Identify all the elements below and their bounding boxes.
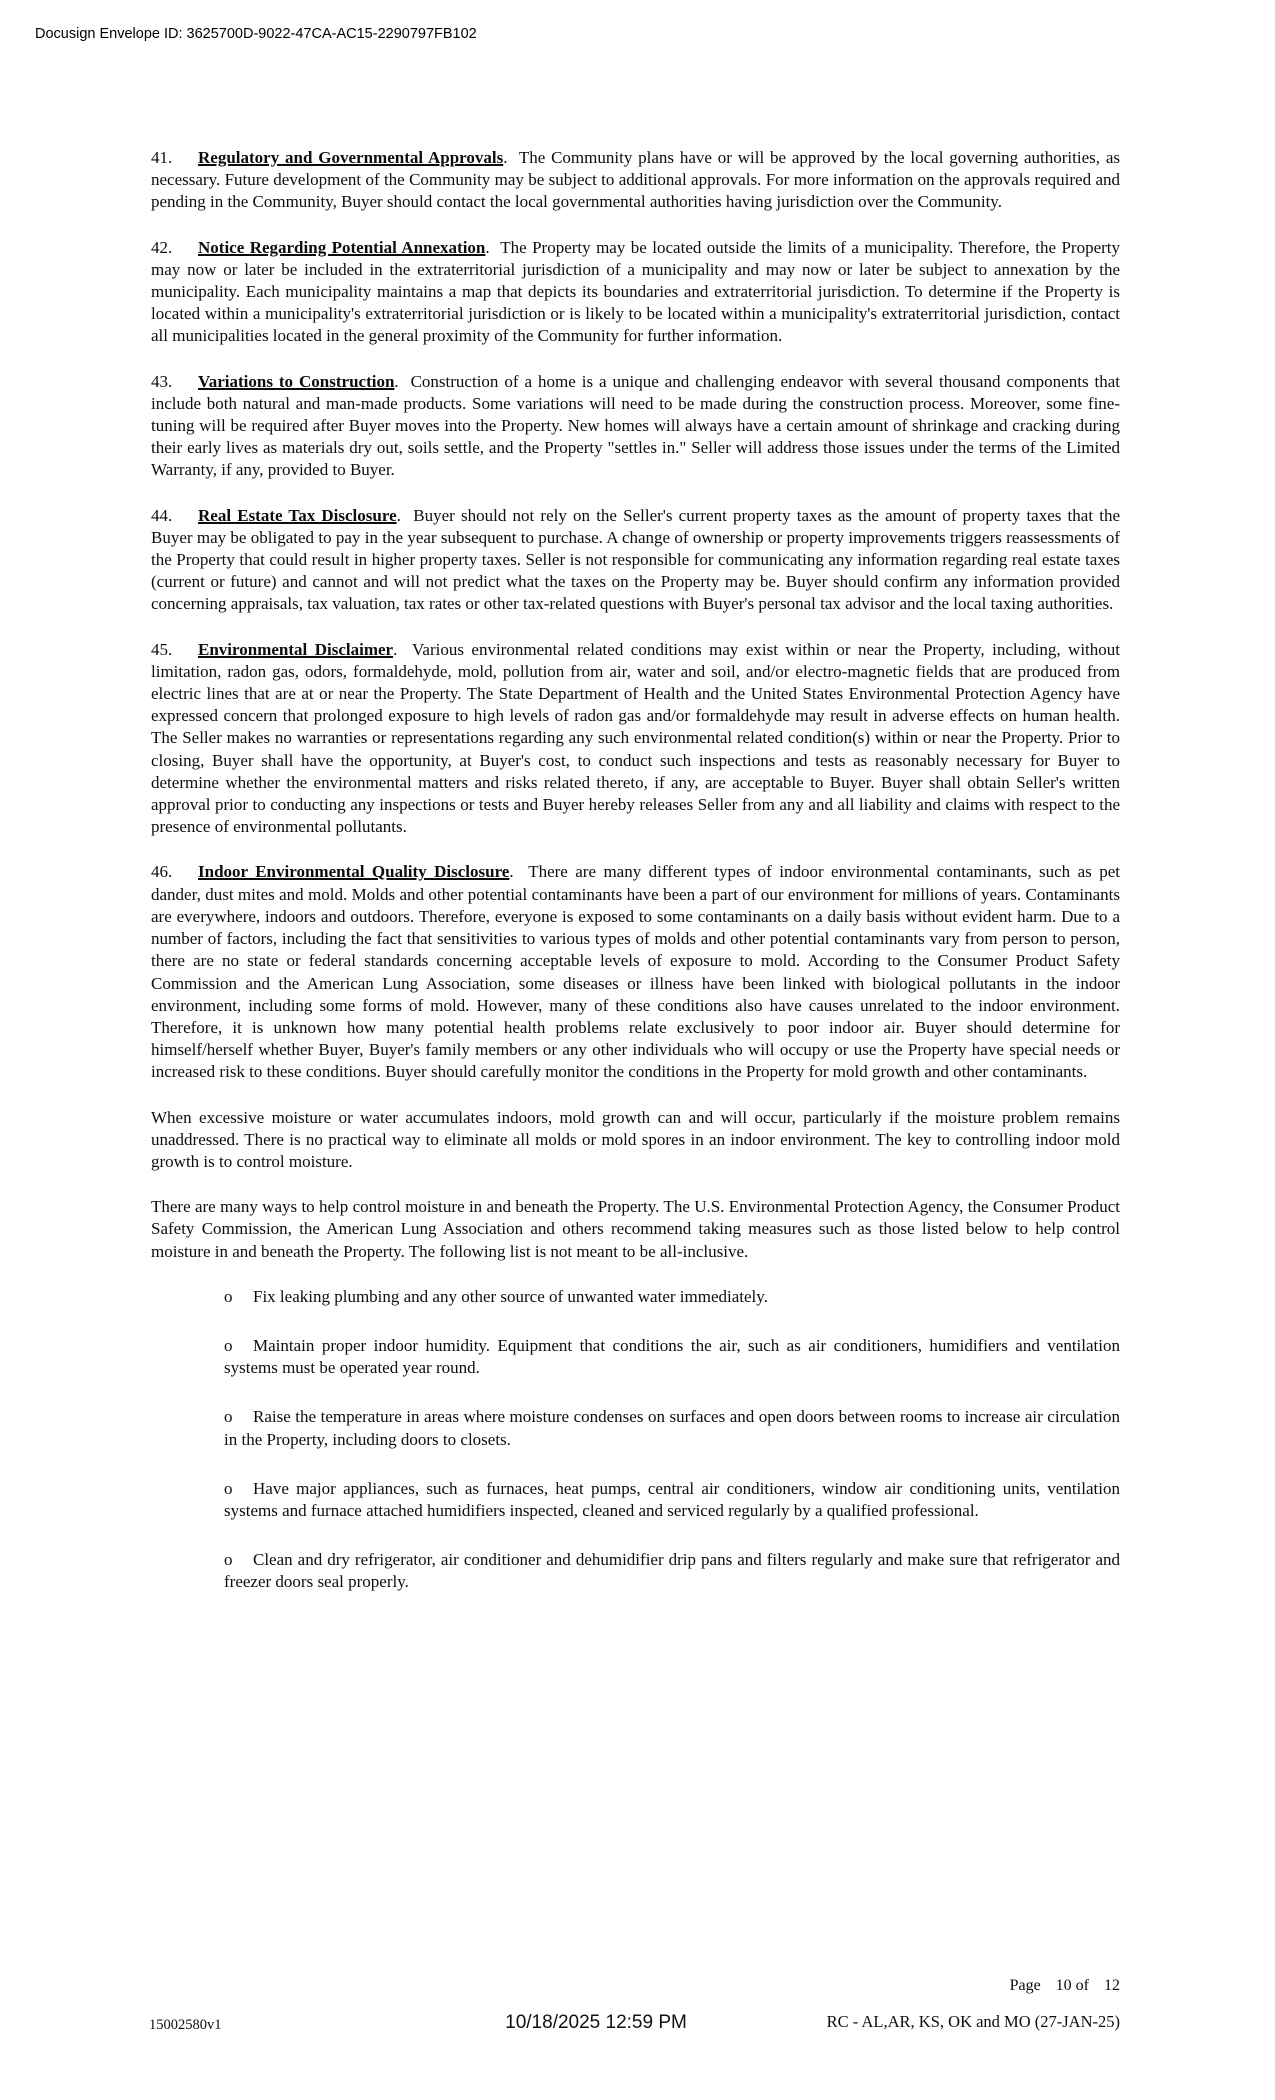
section-44-title-punct: . <box>396 505 401 525</box>
section-44 <box>151 505 1120 616</box>
section-41-title: Regulatory and Governmental Approvals <box>198 148 504 167</box>
section-46-number: 46. <box>151 862 173 882</box>
bullet-item-indoor-humidity <box>224 1335 1120 1379</box>
section-41-title-punct: . <box>503 148 508 167</box>
footer-datetime-stamp: 10/18/2025 12:59 PM <box>505 2012 687 2033</box>
bullet-text: Raise the temperature in areas where moisture condenses on surfaces and open doors between rooms to increase air circulation in the Property, including doors to closets. <box>224 1407 1120 1449</box>
moisture-control-paragraph: There are many ways to help control moisture in and beneath the Property. The U.S. Environmental Protection Agency, the Consumer Product Safety Commission, the American Lung Association and others recommend taking measures such as those listed below to help control moisture in and beneath the Property. The following list is not meant to be all-inclusive. <box>151 1197 1120 1261</box>
footer-form-code: RC - AL,AR, KS, OK and MO (27-JAN-25) <box>826 2012 1120 2031</box>
section-42-text: The Property may be located outside the limits of a municipality. Therefore, the Property may now or later be included in the extraterritorial jurisdiction of a municipality and may now or later be subject to annexation by the municipality. Each municipality maintains a map that depicts its boundaries and extraterritorial jurisdiction. To determine if the Property is located within a municipality's extraterritorial jurisdiction or is likely to be located within a municipality's extraterritorial jurisdiction, contact all municipalities located in the general proximity of the Community for further information. <box>151 237 1120 346</box>
section-46-title-punct: . <box>509 862 514 882</box>
bullet-item-fix-plumbing <box>224 1286 1120 1308</box>
bullet-marker: o <box>224 1407 233 1427</box>
page-current: 10 <box>1055 1977 1072 1994</box>
section-45-text: Various environmental related conditions may exist within or near the Property, including, without limitation, radon gas, odors, formaldehyde, mold, pollution from air, water and soil, and/or electro-magnetic fields that are produced from electric lines that are at or near the Property. The State Department of Health and the United States Environmental Protection Agency have expressed concern that prolonged exposure to high levels of radon gas and/or formaldehyde may result in adverse effects on human health. The Seller makes no warranties or representations regarding any such environmental related condition(s) within or near the Property. Prior to closing, Buyer shall have the opportunity, at Buyer's cost, to conduct such inspections and tests as reasonably necessary for Buyer to determine whether the environmental matters and risks related thereto, if any, are acceptable to Buyer. Buyer shall obtain Seller's written approval prior to conducting any inspections or tests and Buyer hereby releases Seller from any and all liability and claims with respect to the presence of environmental pollutants. <box>151 639 1120 837</box>
section-45-title-punct: . <box>393 639 398 659</box>
bullet-item-clean-drip-pans <box>224 1549 1120 1593</box>
section-46-title: Indoor Environmental Quality Disclosure <box>198 862 510 882</box>
bullet-text: Have major appliances, such as furnaces, heat pumps, central air conditioners, window air conditioning units, ventilation systems and furnace attached humidifiers inspected, cleaned and serviced regularly by a qualified professional. <box>224 1478 1120 1520</box>
section-43-title: Variations to Construction <box>198 371 395 391</box>
moisture-paragraph: When excessive moisture or water accumulates indoors, mold growth can and will occur, particularly if the moisture problem remains unaddressed. There is no practical way to eliminate all molds or mold spores in an indoor environment. The key to controlling indoor mold growth is to control moisture. <box>151 1107 1120 1171</box>
section-42-number: 42. <box>151 237 173 257</box>
page-indicator <box>1010 1977 1120 1995</box>
section-44-number: 44. <box>151 505 173 525</box>
section-45-title: Environmental Disclaimer <box>198 639 394 659</box>
section-41-text: The Community plans have or will be approved by the local governing authorities, as necessary. Future development of the Community may be subject to additional approvals. For more information on the approvals required and pending in the Community, Buyer should contact the local governmental authorities having jurisdiction over the Community. <box>151 148 1120 212</box>
section-43 <box>151 371 1120 482</box>
section-45 <box>151 639 1120 839</box>
bullet-marker: o <box>224 1286 233 1306</box>
page-label: Page <box>1009 1977 1041 1994</box>
page-of-label: of <box>1075 1977 1089 1994</box>
section-42-title: Notice Regarding Potential Annexation <box>198 237 486 257</box>
section-44-title: Real Estate Tax Disclosure <box>198 505 397 525</box>
bullet-text: Fix leaking plumbing and any other source of unwanted water immediately. <box>253 1286 768 1306</box>
bullet-marker: o <box>224 1478 233 1498</box>
section-43-title-punct: . <box>394 371 399 391</box>
section-46-text: There are many different types of indoor environmental contaminants, such as pet dander, dust mites and mold. Molds and other potential contaminants have been a part of our environment for millions of years. Contaminants are everywhere, indoors and outdoors. Therefore, everyone is exposed to some contaminants on a daily basis without evident harm. Due to a number of factors, including the fact that sensitivities to various types of molds and other potential contaminants vary from person to person, there are no state or federal standards concerning acceptable levels of exposure to mold. According to the Consumer Product Safety Commission and the American Lung Association, some diseases or illness have been linked with biological pollutants in the indoor environment, including some forms of mold. However, many of these conditions also have causes unrelated to the indoor environment. Therefore, it is unknown how many potential health problems relate exclusively to poor indoor air. Buyer should determine for himself/herself whether Buyer, Buyer's family members or any other individuals who will occupy or use the Property have special needs or increased risk to these conditions. Buyer should carefully monitor the conditions in the Property for mold growth and other contaminants. <box>151 862 1120 1082</box>
page-total: 12 <box>1104 1977 1120 1994</box>
document-body <box>151 147 1120 1621</box>
bullet-marker: o <box>224 1335 233 1355</box>
section-41 <box>151 147 1120 214</box>
section-46 <box>151 861 1120 1083</box>
section-42 <box>151 237 1120 348</box>
section-45-number: 45. <box>151 639 173 659</box>
bullet-item-major-appliances <box>224 1478 1120 1522</box>
section-42-title-punct: . <box>485 237 490 257</box>
section-43-number: 43. <box>151 371 173 391</box>
bullet-text: Maintain proper indoor humidity. Equipment that conditions the air, such as air conditioners, humidifiers and ventilation systems must be operated year round. <box>224 1335 1120 1378</box>
footer-doc-number: 15002580v1 <box>149 2017 222 2033</box>
bullet-marker: o <box>224 1550 233 1570</box>
bullet-item-raise-temperature <box>224 1406 1120 1450</box>
bullet-text: Clean and dry refrigerator, air conditioner and dehumidifier drip pans and filters regularly and make sure that refrigerator and freezer doors seal properly. <box>224 1550 1120 1592</box>
section-43-text: Construction of a home is a unique and challenging endeavor with several thousand components that include both natural and man-made products. Some variations will need to be made during the construction process. Moreover, some fine-tuning will be required after Buyer moves into the Property. New homes will always have a certain amount of shrinkage and cracking during their early lives as materials dry out, soils settle, and the Property "settles in." Seller will address those issues under the terms of the Limited Warranty, if any, provided to Buyer. <box>151 371 1121 480</box>
section-44-text: Buyer should not rely on the Seller's current property taxes as the amount of property taxes that the Buyer may be obligated to pay in the year subsequent to purchase. A change of ownership or property improvements triggers reassessments of the Property that could result in higher property taxes. Seller is not responsible for communicating any information regarding real estate taxes (current or future) and cannot and will not predict what the taxes on the Property may be. Buyer should confirm any information provided concerning appraisals, tax valuation, tax rates or other tax-related questions with Buyer's personal tax advisor and the local taxing authorities. <box>151 505 1120 614</box>
section-41-number: 41. <box>151 148 173 167</box>
docusign-envelope-id: Docusign Envelope ID: 3625700D-9022-47CA-AC15-2290797FB102 <box>35 26 477 42</box>
